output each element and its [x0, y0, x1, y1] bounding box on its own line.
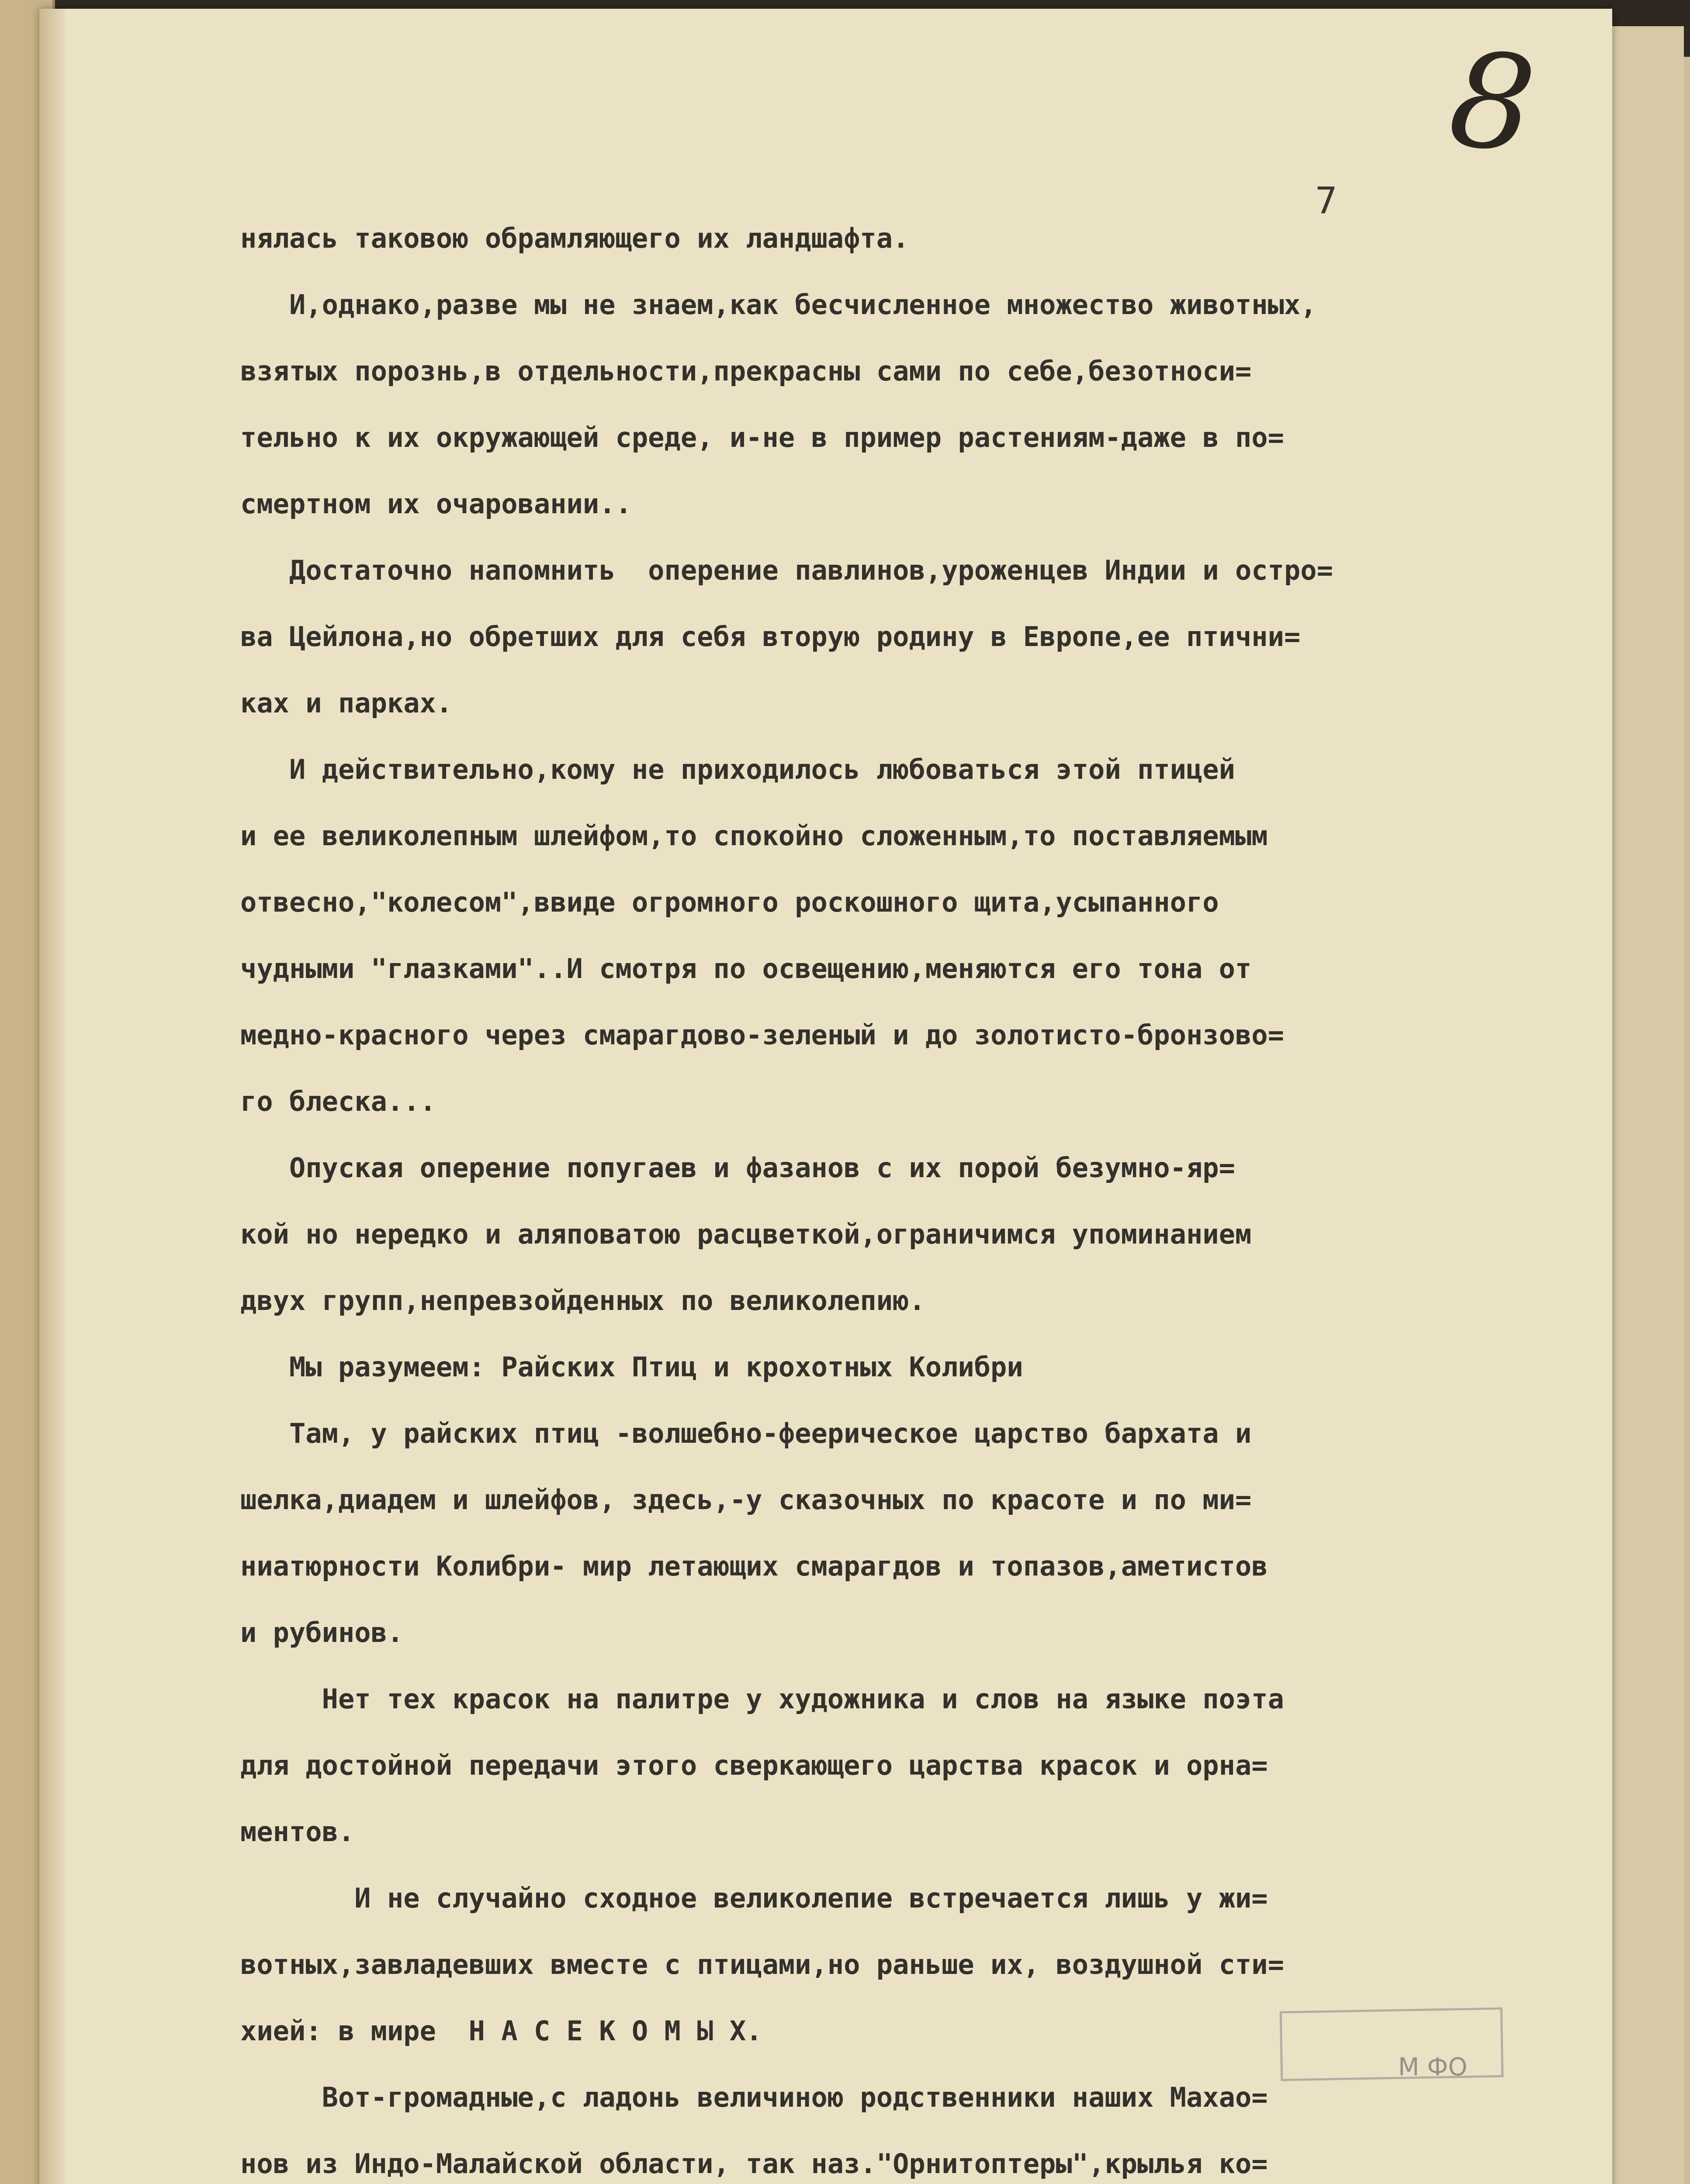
- text-line: нялась таковою обрамляющего их ландшафта.: [240, 222, 909, 254]
- text-line: и ее великолепным шлейфом,то спокойно сложенным,то поставляемым: [240, 820, 1268, 852]
- text-line: И,однако,разве мы не знаем,как бесчисленное множество животных,: [240, 289, 1317, 321]
- text-line: и рубинов.: [240, 1617, 404, 1648]
- text-line: вотных,завладевших вместе с птицами,но раньше их, воздушной сти=: [240, 1949, 1284, 1980]
- text-line: И не случайно сходное великолепие встречается лишь у жи=: [240, 1882, 1268, 1914]
- text-line: взятых порознь,в отдельности,прекрасны сами по себе,безотноси=: [240, 355, 1252, 387]
- text-line: го блеска...: [240, 1085, 436, 1117]
- text-line: хией: в мире Н А С Е К О М Ы Х.: [240, 2015, 762, 2047]
- text-line: медно-красного через смарагдово-зеленый и до золотисто-бронзово=: [240, 1019, 1284, 1051]
- text-line: ва Цейлона,но обретших для себя вторую родину в Европе,ее птични=: [240, 621, 1301, 653]
- archive-stamp-text: М ФО: [1398, 2053, 1468, 2081]
- text-line: Мы разумеем: Райских Птиц и крохотных Колибри: [240, 1351, 1023, 1383]
- body-text: [240, 205, 1551, 2184]
- text-line: Вот-громадные,с ладонь величиною родственники наших Махао=: [240, 2081, 1268, 2113]
- text-line: шелка,диадем и шлейфов, здесь,-у сказочных по красоте и по ми=: [240, 1484, 1252, 1516]
- text-line: чудными "глазками"..И смотря по освещению,меняются его тона от: [240, 953, 1252, 985]
- text-line: ках и парках.: [240, 687, 453, 719]
- text-line: кой но нередко и аляповатою расцветкой,ограничимся упоминанием: [240, 1218, 1252, 1250]
- text-line: нов из Индо-Малайской области, так наз."Орнитоптеры",крылья ко=: [240, 2148, 1268, 2180]
- text-line: смертном их очаровании..: [240, 488, 632, 520]
- text-line: для достойной передачи этого сверкающего царства красок и орна=: [240, 1749, 1268, 1781]
- text-line: ниатюрности Колибри- мир летающих смарагдов и топазов,аметистов: [240, 1550, 1268, 1582]
- text-line: Достаточно напомнить оперение павлинов,уроженцев Индии и остро=: [240, 554, 1333, 586]
- text-line: Там, у райских птиц -волшебно-феерическое царство бархата и: [240, 1417, 1252, 1449]
- text-line: Нет тех красок на палитре у художника и слов на языке поэта: [240, 1683, 1284, 1715]
- text-line: тельно к их окружающей среде, и-не в пример растениям-даже в по=: [240, 422, 1284, 453]
- text-line: отвесно,"колесом",ввиде огромного роскошного щита,усыпанного: [240, 886, 1219, 918]
- text-line: ментов.: [240, 1816, 355, 1848]
- text-line: И действительно,кому не приходилось любоваться этой птицей: [240, 753, 1235, 785]
- page-number: 7: [1315, 179, 1337, 222]
- page-binding-edge: [39, 9, 66, 2184]
- text-line: двух групп,непревзойденных по великолепию.: [240, 1285, 925, 1317]
- text-line: Опуская оперение попугаев и фазанов с их порой безумно-яр=: [240, 1152, 1235, 1184]
- archive-stamp: [1280, 2008, 1504, 2081]
- handwritten-folio-number: 8: [1443, 22, 1542, 183]
